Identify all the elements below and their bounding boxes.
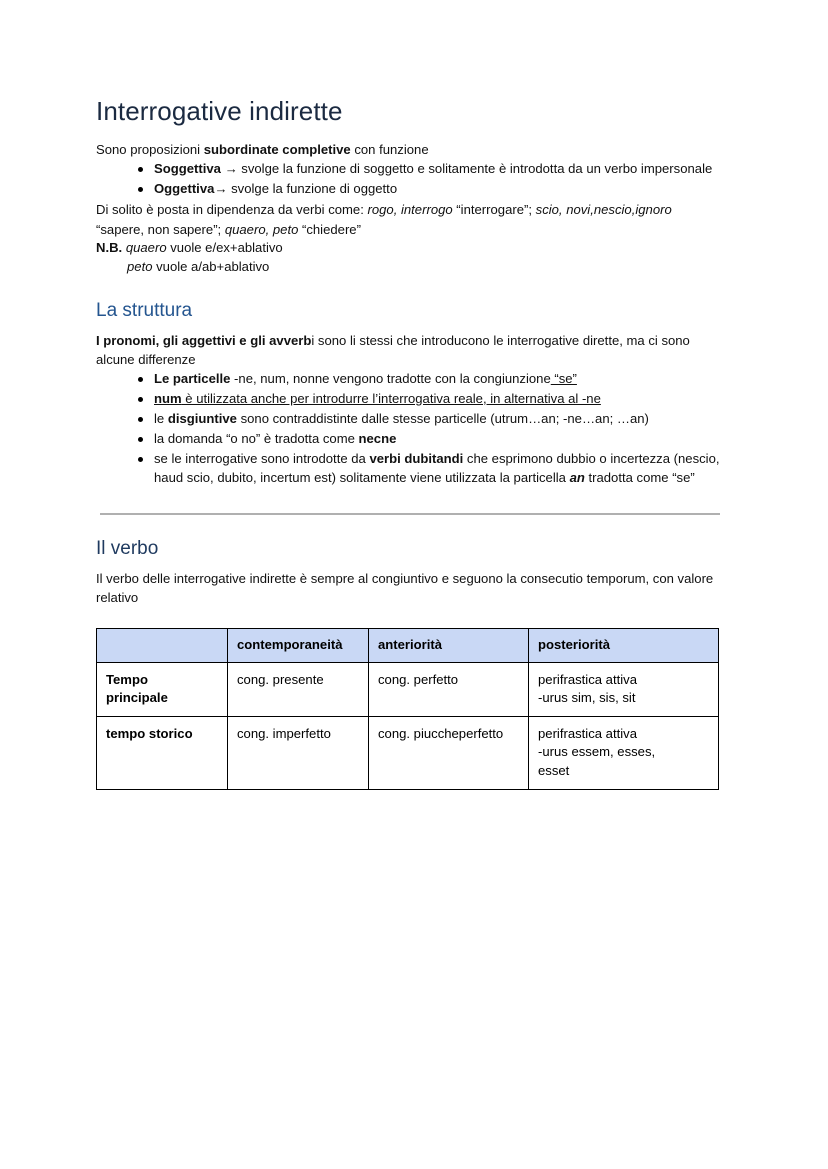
- cell-line2: -urus essem, esses,: [538, 744, 656, 760]
- row-label-tempo-storico: [97, 717, 228, 789]
- cell-contemporaneita: cong. presente: [228, 663, 369, 717]
- intro-lead-bold: subordinate completive: [203, 142, 351, 158]
- nb-rest-peto: vuole a/ab+ablativo: [152, 258, 270, 274]
- table-body: [97, 663, 719, 789]
- nb-label: N.B.: [96, 239, 123, 255]
- spacer: [96, 515, 722, 537]
- cell-anteriorita: cong. piuccheperfetto: [369, 717, 529, 789]
- verbi-gloss-3: “chiedere”: [298, 221, 361, 237]
- bullet-text: → svolge la funzione di oggetto: [214, 181, 398, 197]
- nb-line-peto: [96, 258, 722, 277]
- table-header-cell-empty: [97, 629, 228, 663]
- bullet-text: sono contraddistinte dalle stesse particelle (utrum…an; -ne…an; …an): [236, 410, 649, 426]
- table-header-row: [97, 629, 719, 663]
- cell-line3: esset: [538, 762, 570, 778]
- nb-italic-quaero: quaero: [125, 239, 167, 255]
- bullet-bold-term: Soggettiva: [154, 161, 221, 177]
- bullet-bold-underlined-term: num: [154, 390, 182, 406]
- cell-anteriorita: cong. perfetto: [369, 663, 529, 717]
- verbi-italic-quaero-peto: quaero, peto: [224, 221, 299, 237]
- table-header-cell-contemporaneita: contemporaneità: [228, 629, 369, 663]
- struttura-bullet-list: [96, 370, 722, 488]
- verbi-italic-scio-novi-nescio-ignoro: scio, novi,nescio,ignoro: [535, 202, 672, 218]
- bullet-underlined-text: è utilizzata anche per introdurre l’interrogativa reale, in alternativa al -ne: [181, 390, 601, 406]
- cell-line1: perifrastica attiva: [538, 672, 637, 688]
- intro-lead-paragraph: [96, 141, 722, 160]
- nb-line-quaero: [96, 239, 722, 258]
- bullet-underlined-text: “se”: [550, 370, 577, 386]
- verb-table-wrapper: [96, 628, 722, 789]
- verbi-intro: Di solito è posta in dipendenza da verbi come:: [96, 202, 368, 218]
- verbi-italic-rogo-interrogo: rogo, interrogo: [367, 202, 453, 218]
- row-label-line1: tempo storico: [106, 726, 193, 742]
- row-label-line2: principale: [106, 690, 168, 706]
- page-title: Interrogative indirette: [96, 96, 343, 126]
- row-label-line1: Tempo: [106, 672, 148, 688]
- bullet-bold-term: Oggettiva: [154, 181, 215, 197]
- bullet-tail-text: tradotta come “se”: [584, 469, 695, 485]
- section-heading-la-struttura: La struttura: [96, 299, 193, 321]
- bullet-bold-term: verbi dubitandi: [369, 450, 464, 466]
- table-row: [97, 717, 719, 789]
- nb-rest-quaero: vuole e/ex+ablativo: [166, 239, 283, 255]
- bullet-text: → svolge la funzione di soggetto e solitamente è introdotta da un verbo impersonale: [220, 161, 713, 177]
- bullet-bold-term: necne: [358, 430, 397, 446]
- list-item: [138, 390, 722, 409]
- bullet-bold-italic-term: an: [569, 469, 585, 485]
- bullet-prefix: la domanda “o no” è tradotta come: [154, 430, 359, 446]
- spacer: [96, 277, 722, 299]
- table-header-cell-posteriorita: posteriorità: [529, 629, 719, 663]
- verbi-gloss-2: “sapere, non sapere”;: [96, 221, 225, 237]
- intro-bullet-list: [96, 160, 722, 199]
- verbi-reggenti-paragraph: [96, 200, 722, 239]
- struttura-intro-paragraph: [96, 332, 722, 370]
- intro-lead-pre: Sono proposizioni: [96, 142, 204, 158]
- bullet-bold-term: Le particelle: [154, 370, 231, 386]
- table-header-cell-anteriorita: anteriorità: [369, 629, 529, 663]
- cell-posteriorita: [529, 663, 719, 717]
- row-label-tempo-principale: [97, 663, 228, 717]
- bullet-prefix: le: [154, 410, 168, 426]
- nb-italic-peto: peto: [127, 258, 153, 274]
- struttura-intro-bold: I pronomi, gli aggettivi e gli avverb: [96, 332, 312, 348]
- verbi-gloss-1: “interrogare”;: [452, 202, 536, 218]
- section-heading-il-verbo: Il verbo: [96, 538, 159, 560]
- list-item: [138, 160, 722, 179]
- list-item: [138, 180, 722, 199]
- verbo-paragraph: Il verbo delle interrogative indirette è sempre al congiuntivo e seguono la consecutio temporum, con valore relativo: [96, 571, 714, 606]
- bullet-text: che esprimono dubbio o incertezza (nescio, haud scio, dubito, incertum est) solitamente viene utilizzata la particella: [154, 450, 720, 485]
- table-head: [97, 629, 719, 663]
- list-item: [138, 370, 722, 389]
- cell-contemporaneita: cong. imperfetto: [228, 717, 369, 789]
- bullet-bold-term: disgiuntive: [167, 410, 237, 426]
- list-item: [138, 410, 722, 429]
- consecutio-temporum-table: [96, 628, 719, 789]
- struttura-intro-rest: i sono li stessi che introducono le interrogative dirette, ma ci sono alcune differenze: [96, 332, 690, 367]
- table-row: [97, 663, 719, 717]
- cell-posteriorita: [529, 717, 719, 789]
- cell-line2: -urus sim, sis, sit: [538, 690, 636, 706]
- bullet-prefix: se le interrogative sono introdotte da: [154, 450, 370, 466]
- list-item: [138, 450, 722, 488]
- list-item: [138, 430, 722, 449]
- bullet-text: -ne, num, nonne vengono tradotte con la congiunzione: [230, 370, 551, 386]
- intro-lead-post: con funzione: [350, 142, 429, 158]
- cell-line1: perifrastica attiva: [538, 726, 637, 742]
